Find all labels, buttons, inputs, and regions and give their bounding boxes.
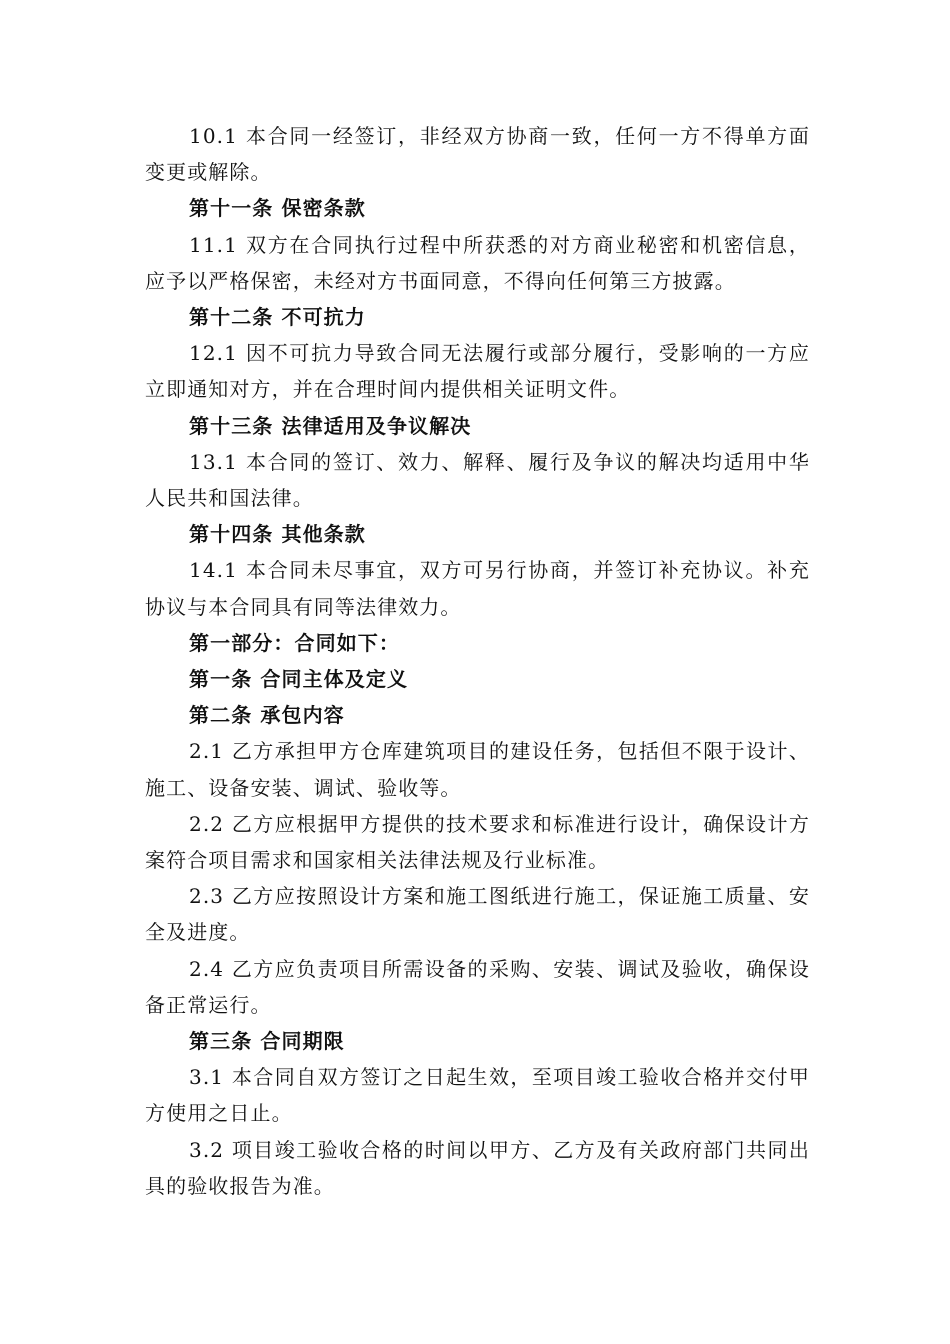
- clause-11-1: 11.1 双方在合同执行过程中所获悉的对方商业秘密和机密信息，应予以严格保密，未经对方书面同意，不得向任何第三方披露。: [145, 232, 810, 293]
- article-13-heading: 第十三条 法律适用及争议解决: [189, 413, 472, 438]
- part-one-heading: 第一部分：合同如下：: [189, 630, 400, 655]
- contract-page: [145, 118, 810, 1204]
- clause-2-4: 2.4 乙方应负责项目所需设备的采购、安装、调试及验收，确保设备正常运行。: [145, 956, 810, 1017]
- clause-2-1: 2.1 乙方承担甲方仓库建筑项目的建设任务，包括但不限于设计、施工、设备安装、调试、验收等。: [145, 739, 810, 800]
- clause-13-1: 13.1 本合同的签订、效力、解释、履行及争议的解决均适用中华人民共和国法律。: [145, 449, 810, 511]
- clause-12-1: 12.1 因不可抗力导致合同无法履行或部分履行，受影响的一方应立即通知对方，并在合理时间内提供相关证明文件。: [145, 341, 810, 402]
- article-12-heading: 第十二条 不可抗力: [189, 305, 366, 330]
- article-11-heading: 第十一条 保密条款: [189, 196, 366, 221]
- article-3-heading: 第三条 合同期限: [189, 1029, 345, 1054]
- clause-2-2: 2.2 乙方应根据甲方提供的技术要求和标准进行设计，确保设计方案符合项目需求和国家相关法律法规及行业标准。: [145, 811, 810, 873]
- clause-10-1: 10.1 本合同一经签订，非经双方协商一致，任何一方不得单方面变更或解除。: [145, 124, 810, 185]
- article-14-heading: 第十四条 其他条款: [189, 522, 366, 547]
- article-2-heading: 第二条 承包内容: [189, 703, 345, 728]
- clause-2-3: 2.3 乙方应按照设计方案和施工图纸进行施工，保证施工质量、安全及进度。: [145, 884, 810, 945]
- article-1-heading: 第一条 合同主体及定义: [189, 667, 409, 692]
- clause-3-2: 3.2 项目竣工验收合格的时间以甲方、乙方及有关政府部门共同出具的验收报告为准。: [145, 1137, 810, 1198]
- clause-14-1: 14.1 本合同未尽事宜，双方可另行协商，并签订补充协议。补充协议与本合同具有同等法律效力。: [145, 558, 810, 619]
- clause-3-1: 3.1 本合同自双方签订之日起生效，至项目竣工验收合格并交付甲方使用之日止。: [145, 1065, 810, 1126]
